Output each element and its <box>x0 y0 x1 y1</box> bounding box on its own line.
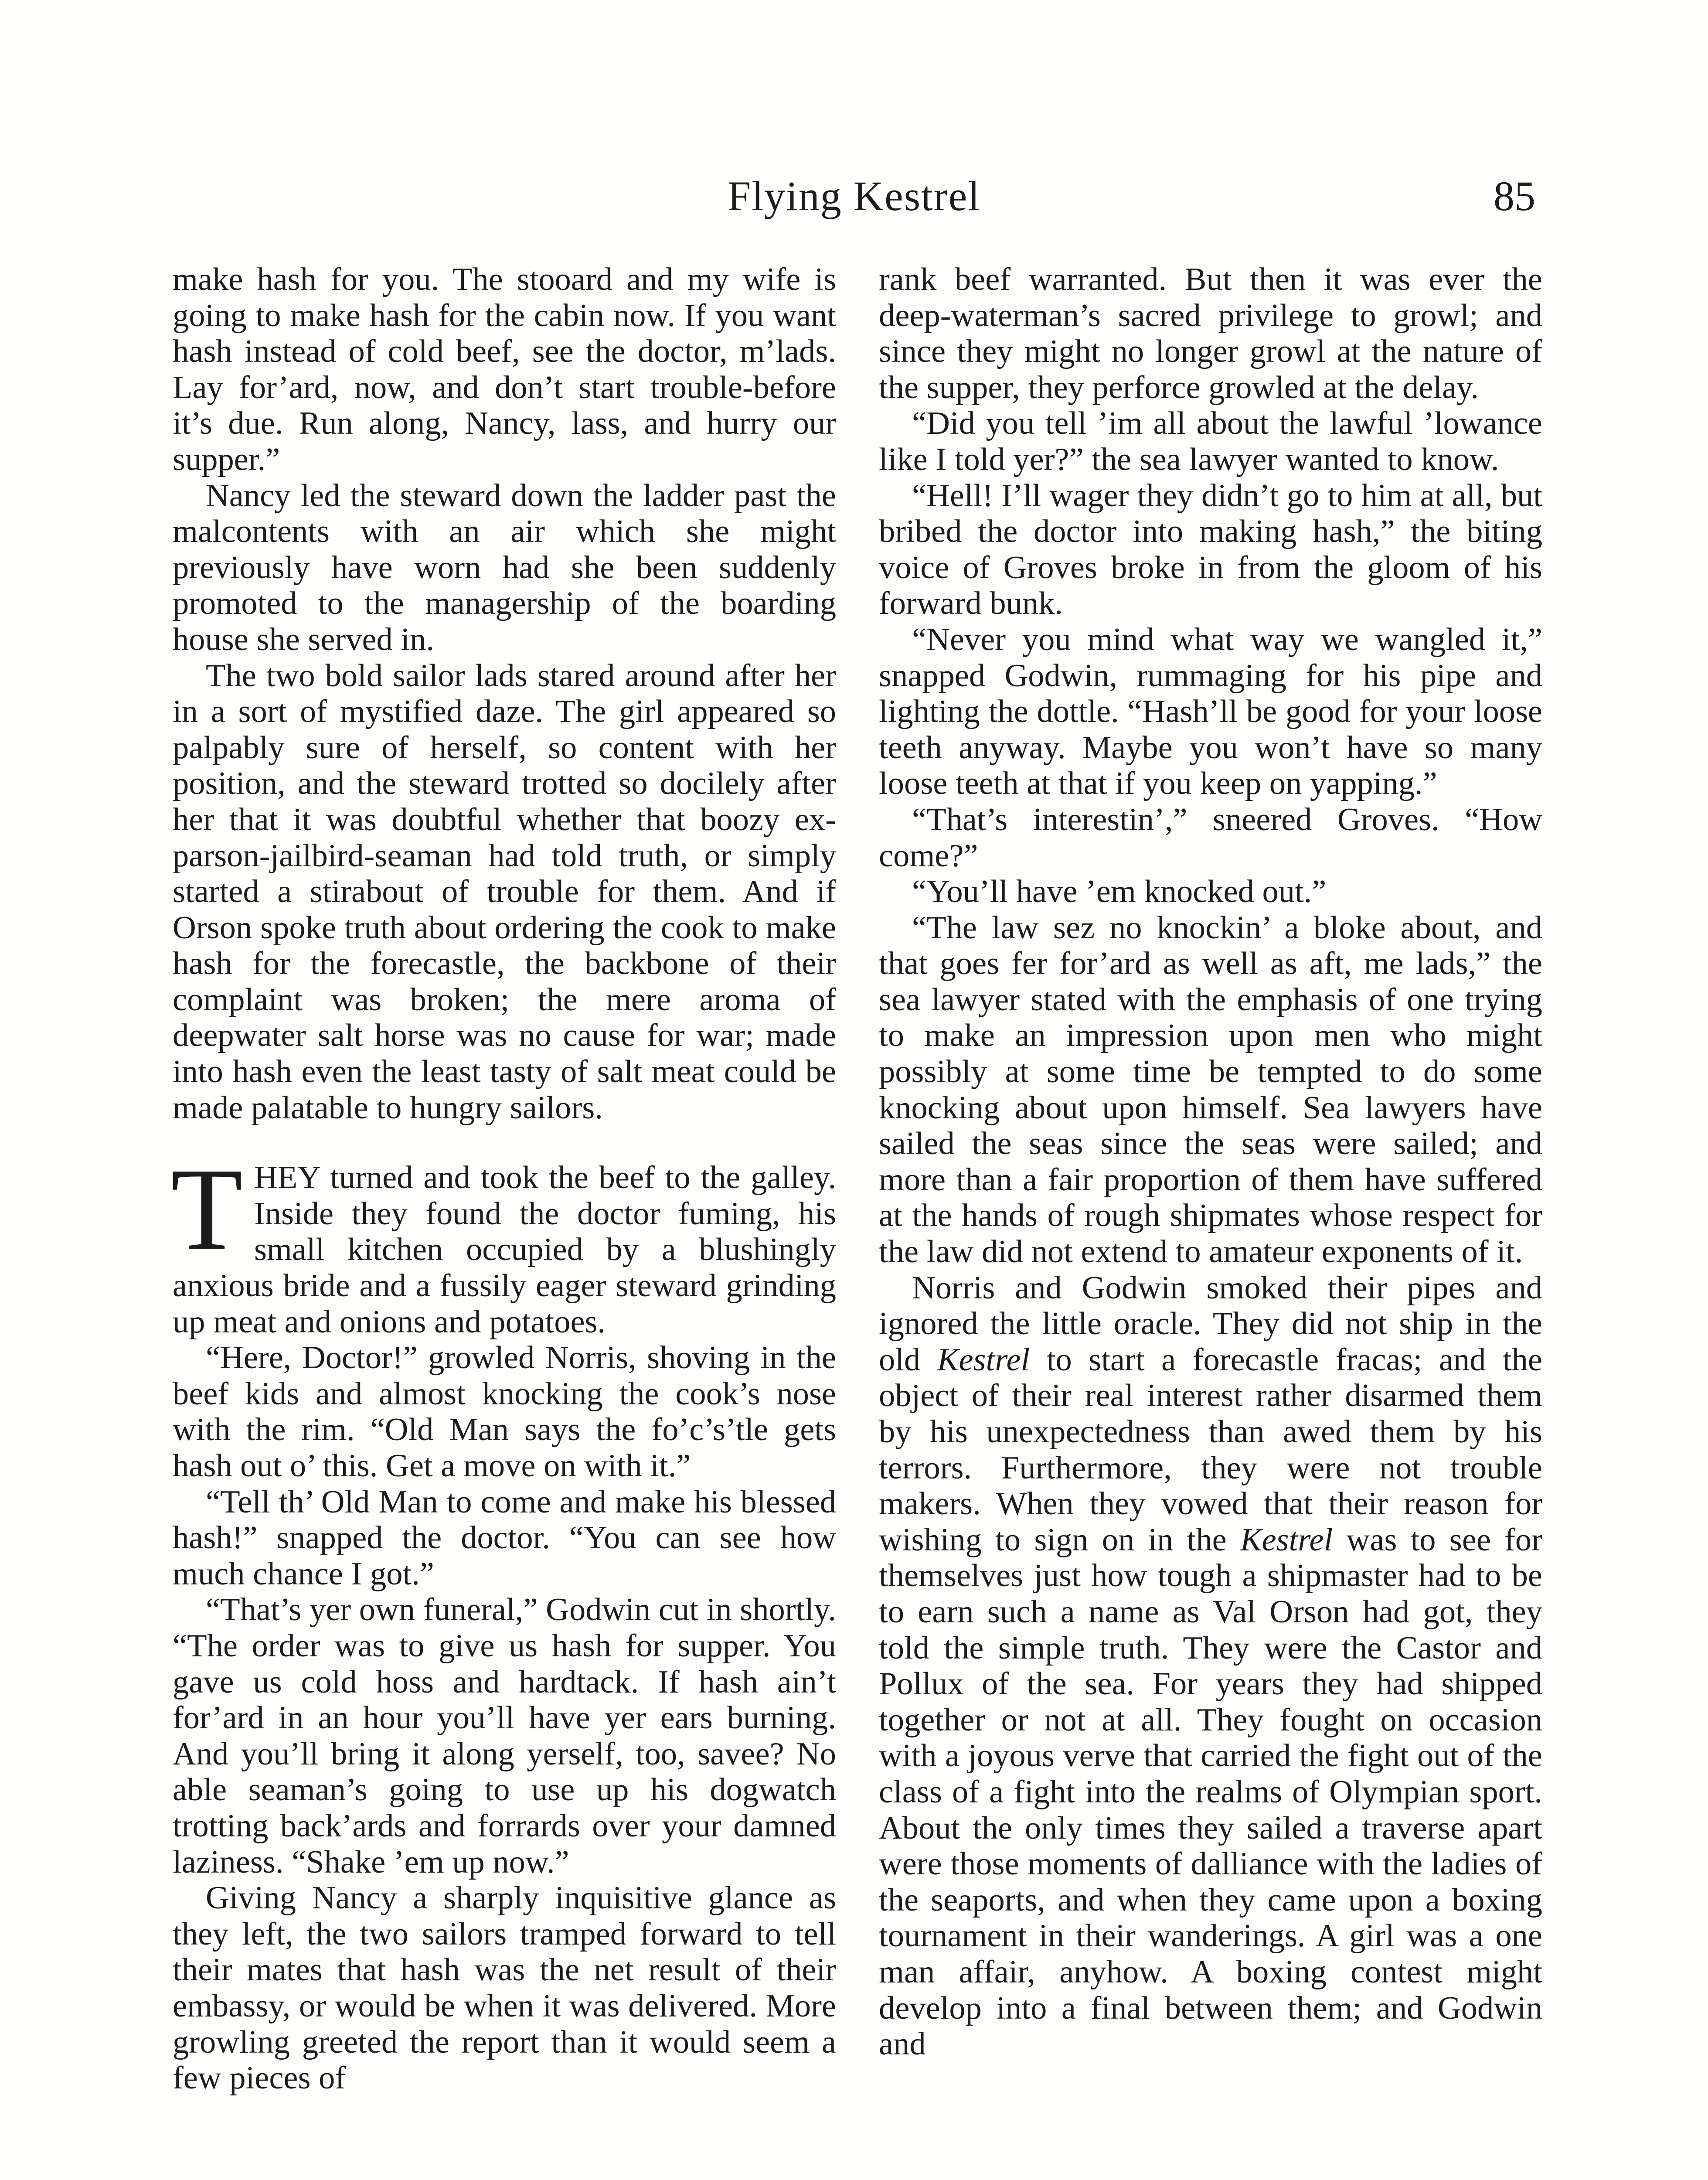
paragraph: “Did you tell ’im all about the lawful ’lowance like I told yer?” the sea lawyer wanted to know. <box>879 405 1542 477</box>
paragraph: rank beef warranted. But then it was ever the deep-waterman’s sacred privilege to growl; and since they might no longer growl at the nature of the supper, they perforce growled at the delay. <box>879 262 1542 405</box>
paragraph: The two bold sailor lads stared around after her in a sort of mystified daze. The girl appeared so palpably sure of herself, so content with her position, and the steward trotted so docilely after her that it was doubtful whether that boozy ex-parson-jailbird-seaman had told truth, or simply started a stirabout of trouble for them. And if Orson spoke truth about ordering the cook to make hash for the forecastle, the backbone of their complaint was broken; the mere aroma of deepwater salt horse was no cause for war; made into hash even the least tasty of salt meat could be made palatable to hungry sailors. <box>173 657 836 1126</box>
text-run: was to see for themselves just how tough a shipmaster had to be to earn such a name as Val Orson had got, they told the simple truth. They were the Castor and Pollux of the sea. For years they had shipped together or not at all. They fought on occasion with a joyous verve that carried the fight out of the class of a fight into the realms of Olympian sport. About the only times they sailed a traverse apart were those moments of dalliance with the ladies of the seaports, and when they came upon a boxing tournament in their wanderings. A girl was a one man affair, anyhow. A boxing contest might develop into a final between them; and Godwin and <box>879 1522 1542 2062</box>
paragraph: “Tell th’ Old Man to come and make his blessed hash!” snapped the doctor. “You can see how much chance I got.” <box>173 1484 836 1592</box>
paragraph: “Never you mind what way we wangled it,” snapped Godwin, rummaging for his pipe and lighting the dottle. “Hash’ll be good for your loose teeth anyway. Maybe you won’t have so many loose teeth at that if you keep on yapping.” <box>879 621 1542 802</box>
page-number: 85 <box>1494 173 1535 219</box>
ship-name-italic: Kestrel <box>937 1342 1030 1378</box>
left-column <box>173 262 836 2096</box>
ship-name-italic: Kestrel <box>1240 1522 1333 1558</box>
paragraph: “Hell! I’ll wager they didn’t go to him at all, but bribed the doctor into making hash,” the biting voice of Groves broke in from the gloom of his forward bunk. <box>879 477 1542 622</box>
paragraph: “The law sez no knockin’ a bloke about, and that goes fer for’ard as well as aft, me lads,” the sea lawyer stated with the emphasis of one trying to make an impression upon men who might possibly at some time be tempted to do some knocking about upon himself. Sea lawyers have sailed the seas since the seas were sailed; and more than a fair proportion of them have suffered at the hands of rough shipmates whose respect for the law did not extend to amateur exponents of it. <box>879 909 1542 1270</box>
paragraph: “That’s interestin’,” sneered Groves. “How come?” <box>879 801 1542 874</box>
paragraph: “You’ll have ’em knocked out.” <box>912 874 1327 910</box>
paragraph: make hash for you. The stooard and my wife is going to make hash for the cabin now. If you want hash instead of cold beef, see the doctor, m’lads. Lay for’ard, now, and don’t start trouble-before it’s due. Run along, Nancy, lass, and hurry our supper.” <box>173 262 836 477</box>
paragraph: “That’s yer own funeral,” Godwin cut in shortly. “The order was to give us hash for supper. You gave us cold hoss and hardtack. If hash ain’t for’ard in an hour you’ll have yer ears burning. And you’ll bring it along yerself, too, savee? No able seaman’s going to use up his dogwatch trotting back’ards and forrards over your damned laziness. “Shake ’em up now.” <box>173 1592 836 1880</box>
section-opening-paragraph <box>171 1144 836 1340</box>
running-head <box>173 166 1535 227</box>
text-run: to start a forecastle fracas; and the object of their real interest rather disarmed them by his unexpectedness than awed them by his terrors. Furthermore, they were not trouble makers. When they vowed that their reason for wishing to sign on in the <box>879 1342 1542 1558</box>
paragraph: Giving Nancy a sharply inquisitive glance as they left, the two sailors tramped forward to tell their mates that hash was the net result of their embassy, or would be when it was delivered. More growling greeted the report than it would seem a few pieces of <box>173 1880 836 2096</box>
section-opening-text: HEY turned and took the beef to the galley. Inside they found the doctor fuming, his small kitchen occupied by a blushingly anxious bride and a fussily eager steward grinding up meat and onions and potatoes. <box>173 1160 836 1340</box>
page-title: Flying Kestrel <box>728 173 980 219</box>
paragraph <box>879 1270 1542 2062</box>
paragraph: “Here, Doctor!” growled Norris, shoving in the beef kids and almost knocking the cook’s nose with the rim. “Old Man says the fo’c’s’tle gets hash out o’ this. Get a move on with it.” <box>173 1340 836 1484</box>
paragraph: Nancy led the steward down the ladder past the malcontents with an air which she might previously have worn had she been suddenly promoted to the managership of the boarding house she served in. <box>173 477 836 657</box>
drop-cap: T <box>171 1144 243 1275</box>
right-column <box>879 262 1542 2062</box>
text-run: Norris and Godwin smoked their pipes and ignored the little oracle. They did not ship in the old <box>879 1270 1542 1378</box>
